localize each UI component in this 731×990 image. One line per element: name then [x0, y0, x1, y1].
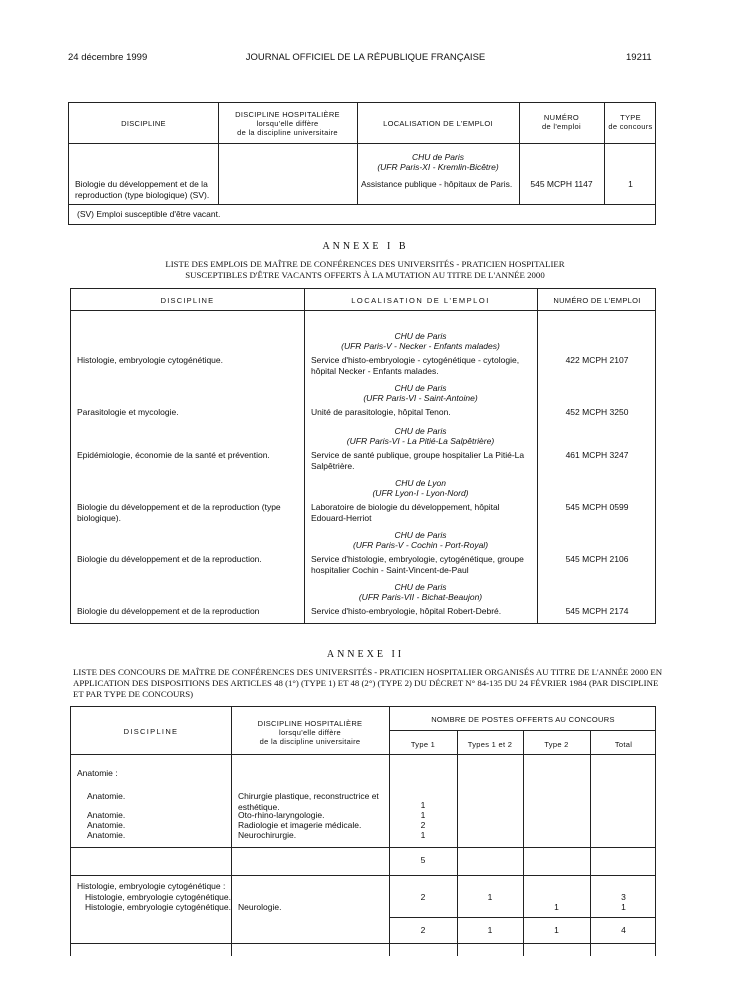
page-number: 19211	[626, 52, 652, 63]
col-header-type2: Type 2	[544, 740, 569, 749]
col-header-total: Total	[614, 740, 633, 749]
row-ufr: (UFR Paris-V - Necker - Enfants malades)	[341, 341, 500, 351]
histologie-total-type2: 1	[554, 925, 559, 935]
row-ufr: (UFR Paris-VII - Bichat-Beaujon)	[358, 592, 483, 602]
histologie-total-type1: 2	[420, 925, 426, 935]
col-header-discipline: DISCIPLINE	[160, 296, 215, 305]
row-discipline: Biologie du développement et de la reproduction	[77, 606, 260, 616]
row-type2: 1	[554, 902, 559, 912]
page-date: 24 décembre 1999	[68, 52, 148, 63]
col-header-numero: NUMÉRO DE L'EMPLOI	[553, 296, 641, 305]
row-ufr: (UFR Paris-VI - Saint-Antoine)	[363, 393, 478, 403]
histologie-total-total: 4	[621, 925, 626, 935]
col-header-hospitaliere: DISCIPLINE HOSPITALIÈRE lorsqu'elle diffère de la discipline universitaire	[235, 110, 340, 137]
row-total: 1	[621, 902, 626, 912]
row-localisation: Unité de parasitologie, hôpital Tenon.	[311, 407, 451, 417]
annexe-1b-label: ANNEXE I B	[322, 241, 409, 252]
row-localisation: Service d'histologie, embryologie, cytogénétique, groupe hospitalier Cochin - Saint-Vincent-de-Paul	[311, 554, 524, 575]
row-numero: 452 MCPH 3250	[565, 407, 629, 417]
table-annexe-2	[70, 706, 656, 956]
col-header-type1: Type 1	[410, 740, 436, 749]
row-numero: 545 MCPH 2174	[565, 606, 629, 616]
row-discipline: Anatomie.	[87, 830, 126, 840]
row-localisation: Service de santé publique, groupe hospitalier La Pitié-La Salpêtrière.	[311, 450, 525, 471]
row-discipline: Histologie, embryologie cytogénétique.	[77, 355, 224, 365]
table-annexe-1b	[70, 288, 656, 624]
row-discipline: Anatomie.	[87, 791, 126, 801]
row-ufr: (UFR Paris-XI - Kremlin-Bicêtre)	[377, 162, 499, 172]
table-1	[68, 102, 656, 225]
row-type1: 2	[420, 892, 426, 902]
row-ufr: (UFR Paris-V - Cochin - Port-Royal)	[352, 540, 489, 550]
table-note: (SV) Emploi susceptible d'être vacant.	[77, 209, 221, 219]
row-discipline: Epidémiologie, économie de la santé et prévention.	[77, 450, 270, 460]
row-numero: 545 MCPH 1147	[530, 179, 593, 189]
row-type1: 1	[420, 800, 426, 810]
row-numero: 422 MCPH 2107	[565, 355, 629, 365]
row-type1: 1	[420, 810, 426, 820]
row-discipline: Parasitologie et mycologie.	[77, 407, 179, 417]
row-hospitaliere: Oto-rhino-laryngologie.	[238, 810, 325, 820]
histologie-total-types12: 1	[487, 925, 493, 935]
row-discipline: Histologie, embryologie cytogénétique.	[85, 902, 232, 912]
row-discipline: Histologie, embryologie cytogénétique.	[85, 892, 232, 902]
row-discipline: Anatomie.	[87, 810, 126, 820]
row-discipline: Biologie du développement et de la reproduction (type biologique).	[77, 502, 281, 523]
row-hospitaliere: Neurochirurgie.	[238, 830, 297, 840]
col-header-types12: Types 1 et 2	[467, 740, 513, 749]
row-discipline: Biologie du développement et de la reproduction.	[77, 554, 262, 564]
col-header-localisation: LOCALISATION DE L'EMPLOI	[383, 119, 493, 128]
annexe-1b-title: LISTE DES EMPLOIS DE MAÎTRE DE CONFÉRENCES DES UNIVERSITÉS - PRATICIEN HOSPITALIER SUSCEPTIBLES D'ÊTRE VACANTS OFFERTS À LA MUTATION AU TITRE DE L'ANNÉE 2000	[165, 259, 565, 280]
row-type: 1	[628, 179, 633, 189]
row-numero: 461 MCPH 3247	[565, 450, 629, 460]
row-hospitaliere: Chirurgie plastique, reconstructrice et esthétique.	[238, 791, 379, 812]
col-header-nombre-postes: NOMBRE DE POSTES OFFERTS AU CONCOURS	[431, 715, 615, 724]
group-heading-histologie: Histologie, embryologie cytogénétique :	[77, 881, 226, 891]
row-discipline: Anatomie.	[87, 820, 126, 830]
row-chu: CHU de Paris	[394, 582, 447, 592]
row-localisation: Service d'histo-embryologie - cytogénétique - cytologie, hôpital Necker - Enfants malades.	[311, 355, 520, 376]
row-hospitaliere: Neurologie.	[238, 902, 282, 912]
row-numero: 545 MCPH 2106	[565, 554, 629, 564]
col-header-discipline: DISCIPLINE	[123, 727, 179, 736]
row-chu: CHU de Paris	[394, 530, 447, 540]
row-chu: CHU de Paris	[394, 331, 447, 341]
col-header-hospitaliere: DISCIPLINE HOSPITALIÈRE lorsqu'elle diffère de la discipline universitaire	[257, 719, 363, 746]
row-type1: 1	[420, 830, 426, 840]
row-chu: CHU de Paris	[394, 383, 447, 393]
annexe-2-label: ANNEXE II	[326, 649, 405, 660]
row-discipline: Biologie du développement et de la reproduction (type biologique) (SV).	[75, 179, 210, 200]
group-heading-anatomie: Anatomie :	[77, 768, 118, 778]
row-chu: CHU de Paris	[412, 152, 464, 162]
col-header-numero: NUMÉRO de l'emploi	[542, 113, 581, 131]
row-ufr: (UFR Lyon-I - Lyon-Nord)	[372, 488, 469, 498]
col-header-type: TYPE de concours	[608, 113, 653, 131]
row-types12: 1	[487, 892, 493, 902]
anatomie-total-type1: 5	[420, 855, 426, 865]
col-header-localisation: LOCALISATION DE L'EMPLOI	[351, 296, 490, 305]
row-hospitaliere: Radiologie et imagerie médicale.	[238, 820, 362, 830]
row-chu: CHU de Paris	[394, 426, 447, 436]
col-header-discipline: DISCIPLINE	[121, 119, 166, 128]
row-numero: 545 MCPH 0599	[565, 502, 629, 512]
row-localisation: Service d'histo-embryologie, hôpital Robert-Debré.	[311, 606, 502, 616]
row-chu: CHU de Lyon	[395, 478, 446, 488]
journal-title: JOURNAL OFFICIEL DE LA RÉPUBLIQUE FRANÇAISE	[245, 52, 486, 63]
annexe-2-title: LISTE DES CONCOURS DE MAÎTRE DE CONFÉRENCES DES UNIVERSITÉS - PRATICIEN HOSPITALIER ORGANISÉS AU TITRE DE L'ANNÉE 2000 EN APPLICATION DES DISPOSITIONS DES ARTICLES 48 (1°) (TYPE 1) ET 48 (2°) (TYPE 2) DU DÉCRET N° 84-135 DU 24 FÉVRIER 1984 (PAR DISCIPLINE ET PAR TYPE DE CONCOURS)	[73, 667, 663, 699]
row-total: 3	[621, 892, 626, 902]
row-ufr: (UFR Paris-VI - La Pitié-La Salpêtrière)	[346, 436, 495, 446]
row-type1: 2	[420, 820, 426, 830]
row-localisation: Laboratoire de biologie du développement, hôpital Edouard-Herriot	[311, 502, 500, 523]
row-localisation: Assistance publique - hôpitaux de Paris.	[361, 179, 513, 189]
